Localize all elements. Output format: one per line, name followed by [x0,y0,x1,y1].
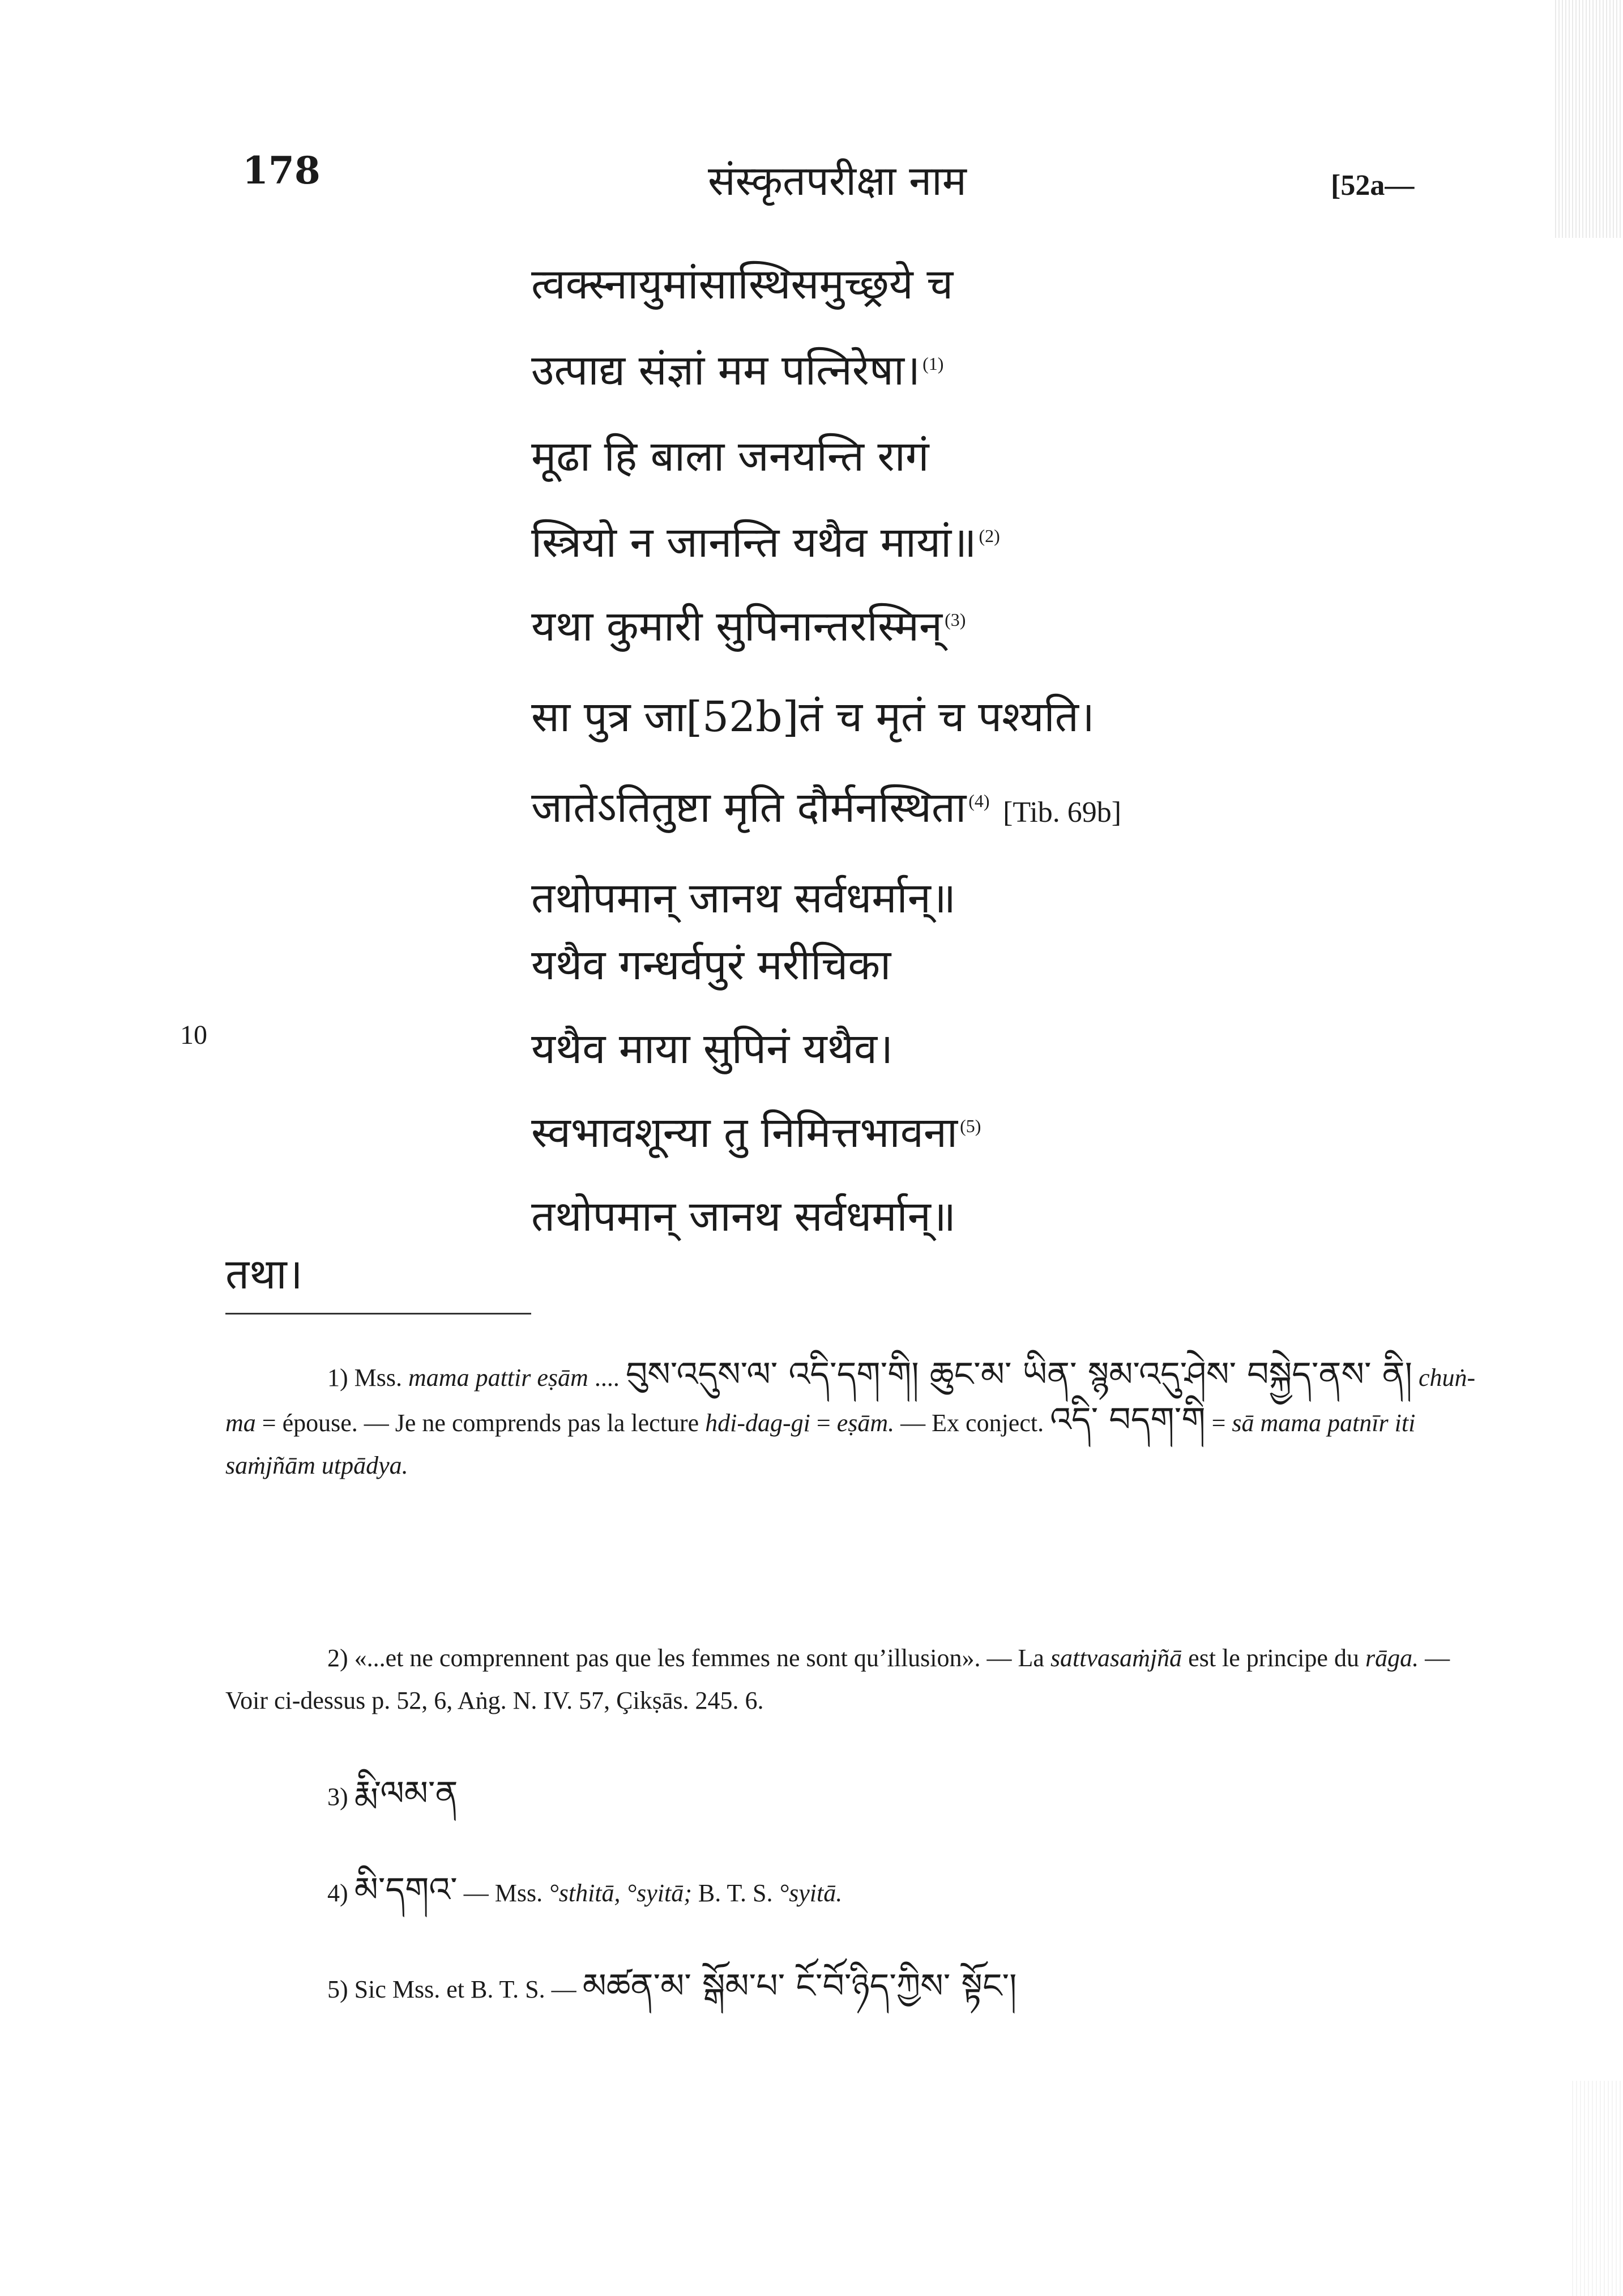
section-ref: [52a— [1331,169,1415,202]
verse-line: स्त्रियो न जानन्ति यथैव मायां॥ $^{(2)}$ [531,518,1000,567]
stanza-1 [531,254,1000,598]
verse-line: त्वक्स्नायुमांसास्थिसमुच्छ्रये च [531,260,954,309]
verse-line: यथा कुमारी सुपिनान्तरस्मिन् $^{(3)}$ [531,602,966,651]
tibetan-text: མི་དགའ་ [354,1870,458,1910]
page-number: 178 [242,148,321,193]
verse-line: उत्पाद्य संज्ञां मम पत्निरेषा। $^{(1)}$ [531,346,944,395]
closing-word: तथा। [225,1250,303,1299]
tibetan-text: འདི་ བདག་གི [1050,1400,1206,1440]
footnote-rule [225,1313,531,1315]
scan-edge-bottom [1572,2081,1623,2296]
footnote-5: 5) Sic Mss. et B. T. S. — མཚན་མ་ སྒོམ་པ་ ངོ་བོ་ཉིད་ཀྱིས་ སྟོང་། [327,1966,1017,2006]
tibetan-folio-ref: [Tib. 69b] [1003,796,1122,829]
tibetan-text: མཚན་མ་ སྒོམ་པ་ ངོ་བོ་ཉིད་ཀྱིས་ སྟོང་། [582,1966,1017,2006]
stanza-2 [531,596,1121,958]
footnote-marker: (5) [960,1116,981,1137]
stanza-3 [531,934,981,1270]
verse-line: यथैव गन्धर्वपुरं मरीचिका [531,941,891,989]
footnote-marker: (3) [945,609,966,630]
verse-line: तथोपमान् जानथ सर्वधर्मान्॥ [531,874,956,923]
verse-line: सा पुत्र जा[52b]तं च मृतं च पश्यति। [531,693,1095,741]
verse-line: यथैव माया सुपिनं यथैव। [531,1025,894,1073]
footnote-marker: (4) [968,791,990,812]
tibetan-text: བུས་འདུས་ལ་ འདི་དག་གི། ཆུང་མ་ ཡིན་ སྙམ་འདུ་ཤེས་ བསྐྱེད་ནས་ ནི། [625,1355,1413,1394]
scan-edge-top [1555,0,1623,238]
running-title: संस्कृतपरीक्षा नाम [708,157,967,204]
footnote-3: 3) རྨི་ལམ་ན [327,1774,458,1813]
tibetan-text: རྨི་ལམ་ན [354,1774,458,1813]
footnote-marker: (1) [922,353,944,374]
line-number: 10 [180,1020,207,1050]
footnote-marker: (2) [979,526,1000,547]
verse-line: जातेऽतितुष्टा मृति दौर्मनस्थिता $^{(4)}$ [Tib. 69b] [531,783,1122,832]
verse-line: मूढा हि बाला जनयन्ति रागं [531,432,929,481]
footnote-1: 1) Mss. mama pattir eṣām .... བུས་འདུས་ལ་ འདི་དག་གི། ཆུང་མ་ ཡིན་ སྙམ་འདུ་ཤེས་ བསྐྱེད་ནས་ ནི། chuṅ-ma = épouse. — Je ne comprends pas la lecture hdi-dag-gi = eṣām. — Ex conject. འདི་ བདག་གི = sā mama patnīr iti saṁjñām utpādya. [225,1355,1476,1479]
verse-line: स्वभावशून्या तु निमित्तभावना $^{(5)}$ [531,1108,981,1157]
footnote-4: 4) མི་དགའ་ — Mss. °sthitā, °syitā; B. T. S. °syitā. [327,1870,843,1910]
footnote-2: 2) «...et ne comprennent pas que les femmes ne sont qu’illusion». — La sattvasaṁjñā est le principe du rāga. — Voir ci-dessus p. 52, 6, Aṅg. N. IV. 57, Çikṣās. 245. 6. [225,1644,1450,1714]
verse-line: तथोपमान् जानथ सर्वधर्मान्॥ [531,1192,956,1241]
